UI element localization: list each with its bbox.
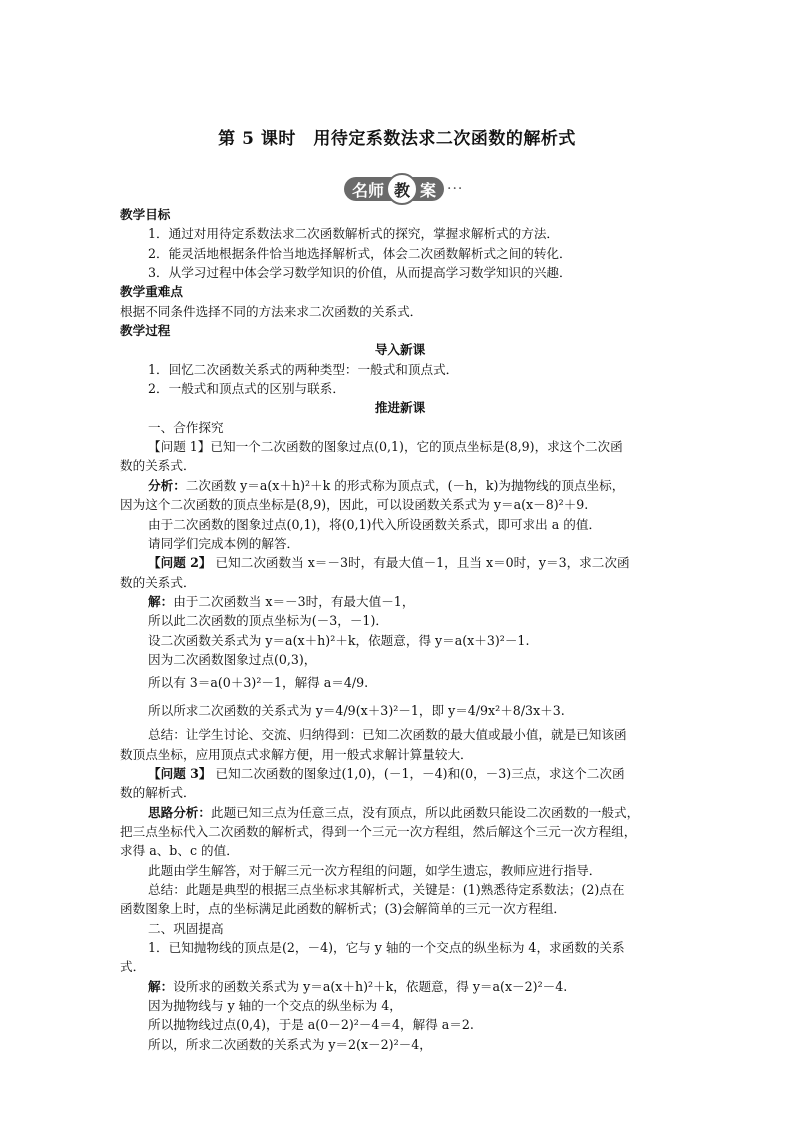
text-line: 函数图象上时，点的坐标满足此函数的解析式；(3)会解简单的三元一次方程组． (120, 901, 567, 917)
text-line: 把三点坐标代入二次函数的解析式，得到一个三元一次方程组，然后解这个三元一次方程组， (120, 823, 637, 839)
section-banner (344, 176, 463, 202)
banner-text-an: 案 (420, 180, 437, 200)
text-line: 式． (120, 959, 146, 975)
problem-3: 【问题 3】 已知二次函数的图象过(1,0)，(－1，－4)和(0，－3)三点，求这个二次函 (148, 765, 625, 781)
text-line: 一、合作探究 (148, 419, 224, 435)
text-line: 数的解析式． (120, 785, 196, 801)
text-line: 设二次函数关系式为 y＝a(x＋h)²＋k，依题意，得 y＝a(x＋3)²－1. (148, 632, 530, 648)
solution-line: 解：设所求的函数关系式为 y＝a(x＋h)²＋k，依题意，得 y＝a(x－2)²－4. (148, 978, 568, 994)
page-title: 第 5 课时 用待定系数法求二次函数的解析式 (218, 129, 576, 149)
text-line: 1．已知抛物线的顶点是(2，－4)，它与 y 轴的一个交点的纵坐标为 4，求函数的关系 (148, 940, 625, 956)
solution-line: 解：由于二次函数当 x＝－3时，有最大值－1， (148, 593, 415, 609)
text-line: 所以此二次函数的顶点坐标为(－3，－1)． (148, 613, 388, 629)
heading-intro: 导入新课 (374, 342, 426, 358)
banner-text-mingshi: 名师 (352, 180, 385, 200)
text-line: 2．一般式和顶点式的区别与联系． (148, 381, 345, 397)
text-line: 根据不同条件选择不同的方法来求二次函数的关系式． (120, 303, 423, 319)
document-body (120, 205, 680, 1054)
banner-text-jiao: 教 (386, 173, 418, 205)
text-line: 总结：此题是典型的根据三点坐标求其解析式，关键是：(1)熟悉待定系数法；(2)点在 (148, 882, 625, 897)
problem-2: 【问题 2】 已知二次函数当 x＝－3时，有最大值－1，且当 x＝0时，y＝3，求二次函 (148, 555, 630, 571)
analysis-line: 思路分析：此题已知三点为任意三点，没有顶点，所以此函数只能设二次函数的一般式， (148, 804, 640, 820)
heading-process: 教学过程 (120, 323, 171, 339)
text-line: 所以所求二次函数的关系式为 y＝4/9(x＋3)²－1，即 y＝4/9x²＋8/3x＋3. (148, 703, 565, 719)
text-line: 总结：让学生讨论、交流、归纳得到：已知二次函数的最大值或最小值，就是已知该函 (148, 727, 627, 743)
text-line: 因为这个二次函数的顶点坐标是(8,9)，因此，可以设函数关系式为 y＝a(x－8)²＋9. (120, 497, 589, 513)
banner-pill (344, 177, 444, 201)
text-line: 因为抛物线与 y 轴的一个交点的纵坐标为 4， (148, 998, 402, 1014)
text-line: 2．能灵活地根据条件恰当地选择解析式，体会二次函数解析式之间的转化． (148, 245, 572, 261)
text-line: 数顶点坐标，应用顶点式求解方便，用一般式求解计算量较大． (120, 746, 473, 762)
text-line: 所以有 3＝a(0＋3)²－1，解得 a＝4/9. (148, 675, 369, 691)
text-line: 3．从学习过程中体会学习数学知识的价值，从而提高学习数学知识的兴趣． (148, 265, 572, 281)
text-line: 因为二次函数图象过点(0,3)， (148, 651, 317, 667)
text-line: 所以，所求二次函数的关系式为 y＝2(x－2)²－4， (148, 1036, 432, 1052)
text-line: 二、巩固提高 (148, 920, 224, 936)
heading-key-points: 教学重难点 (120, 284, 183, 300)
heading-goals: 教学目标 (120, 207, 171, 222)
text-line: 由于二次函数的图象过点(0,1)，将(0,1)代入所设函数关系式，即可求出 a 的值． (148, 516, 602, 532)
problem-1: 【问题 1】已知一个二次函数的图象过点(0,1)，它的顶点坐标是(8,9)，求这个二次函 (148, 439, 623, 455)
text-line: 所以抛物线过点(0,4)，于是 a(0－2)²－4＝4，解得 a＝2. (148, 1017, 474, 1033)
heading-new-lesson: 推进新课 (374, 400, 426, 416)
text-line: 数的关系式． (120, 458, 196, 474)
text-line: 此题由学生解答，对于解三元一次方程组的问题，如学生遗忘，教师应进行指导． (148, 862, 602, 878)
analysis-line: 分析：二次函数 y＝a(x＋h)²＋k 的形式称为顶点式，(－h，k)为抛物线的顶点坐标， (148, 477, 625, 493)
text-line: 1．回忆二次函数关系式的两种类型：一般式和顶点式． (148, 361, 459, 377)
text-line: 请同学们完成本例的解答． (148, 535, 300, 551)
text-line: 数的关系式． (120, 574, 196, 590)
text-line: 1．通过对用待定系数法求二次函数解析式的探究，掌握求解析式的方法． (148, 226, 560, 242)
banner-dots: ··· (447, 181, 464, 197)
text-line: 求得 a、b、c 的值． (120, 843, 239, 859)
